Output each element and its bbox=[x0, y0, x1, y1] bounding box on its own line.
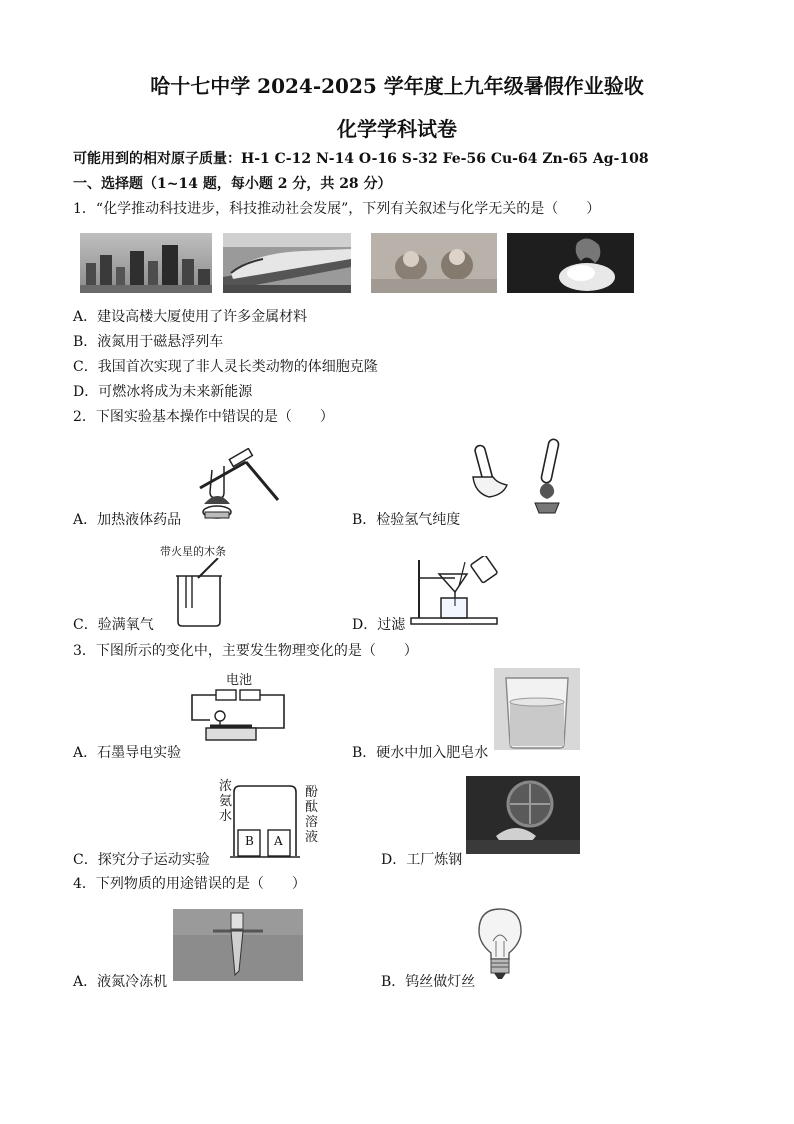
q3-option-c: C．探究分子运动实验 bbox=[73, 852, 210, 868]
q3-option-b: B．硬水中加入肥皂水 bbox=[352, 745, 489, 761]
q2-option-a: A．加热液体药品 bbox=[73, 512, 182, 528]
q1-option-d: D．可燃冰将成为未来新能源 bbox=[73, 384, 253, 400]
q4-option-a: A．液氮冷冻机 bbox=[73, 974, 168, 990]
exam-subtitle: 化学学科试卷 bbox=[337, 117, 457, 141]
graphite-circuit-icon bbox=[188, 684, 288, 746]
ammonia-label: 浓 氨 水 bbox=[219, 779, 233, 824]
question-1-stem: 1．“化学推动科技进步，科技推动社会发展”，下列有关叙述与化学无关的是（ ） bbox=[73, 201, 601, 217]
beaker-a-label: A bbox=[274, 834, 283, 848]
cloned-monkeys-photo bbox=[371, 233, 497, 293]
q2-option-b: B．检验氢气纯度 bbox=[352, 512, 461, 528]
phenolphthalein-label: 酚 酞 溶 液 bbox=[305, 785, 319, 845]
q1-option-a: A．建设高楼大厦使用了许多金属材料 bbox=[73, 309, 308, 325]
beaker-b-label: B bbox=[245, 834, 254, 848]
oxygen-full-test-icon bbox=[172, 558, 232, 628]
q3-option-a: A．石墨导电实验 bbox=[73, 745, 182, 761]
q3-option-d: D．工厂炼钢 bbox=[381, 852, 463, 868]
heating-liquid-icon bbox=[190, 448, 290, 524]
q2-option-c: C．验满氧气 bbox=[73, 617, 154, 633]
q2-option-d: D．过滤 bbox=[352, 617, 406, 633]
city-skyline-photo bbox=[80, 233, 212, 293]
question-2-stem: 2．下图实验基本操作中错误的是（ ） bbox=[73, 409, 334, 425]
maglev-train-photo bbox=[223, 233, 351, 293]
hydrogen-test-icon bbox=[467, 437, 572, 517]
question-3-stem: 3．下图所示的变化中，主要发生物理变化的是（ ） bbox=[73, 643, 418, 659]
liquid-nitrogen-freezer-photo bbox=[173, 909, 303, 981]
filtration-icon bbox=[409, 556, 501, 626]
steelmaking-photo bbox=[466, 776, 580, 854]
light-bulb-icon bbox=[475, 907, 525, 981]
q4-option-b: B．钨丝做灯丝 bbox=[381, 974, 476, 990]
section-heading: 一、选择题（1~14 题，每小题 2 分，共 28 分） bbox=[73, 176, 392, 192]
battery-label: 电池 bbox=[226, 673, 253, 688]
question-4-stem: 4．下列物质的用途错误的是（ ） bbox=[73, 876, 306, 892]
splint-label: 带火星的木条 bbox=[160, 545, 226, 558]
atomic-masses: 可能用到的相对原子质量：H-1 C-12 N-14 O-16 S-32 Fe-56 Cu-64 Zn-65 Ag-108 bbox=[73, 151, 649, 167]
exam-title: 哈十七中学 2024-2025 学年度上九年级暑假作业验收 bbox=[150, 74, 644, 98]
hard-water-beaker-photo bbox=[494, 668, 580, 750]
combustible-ice-photo bbox=[507, 233, 634, 293]
q1-option-b: B．液氮用于磁悬浮列车 bbox=[73, 334, 224, 350]
q1-option-c: C．我国首次实现了非人灵长类动物的体细胞克隆 bbox=[73, 359, 378, 375]
